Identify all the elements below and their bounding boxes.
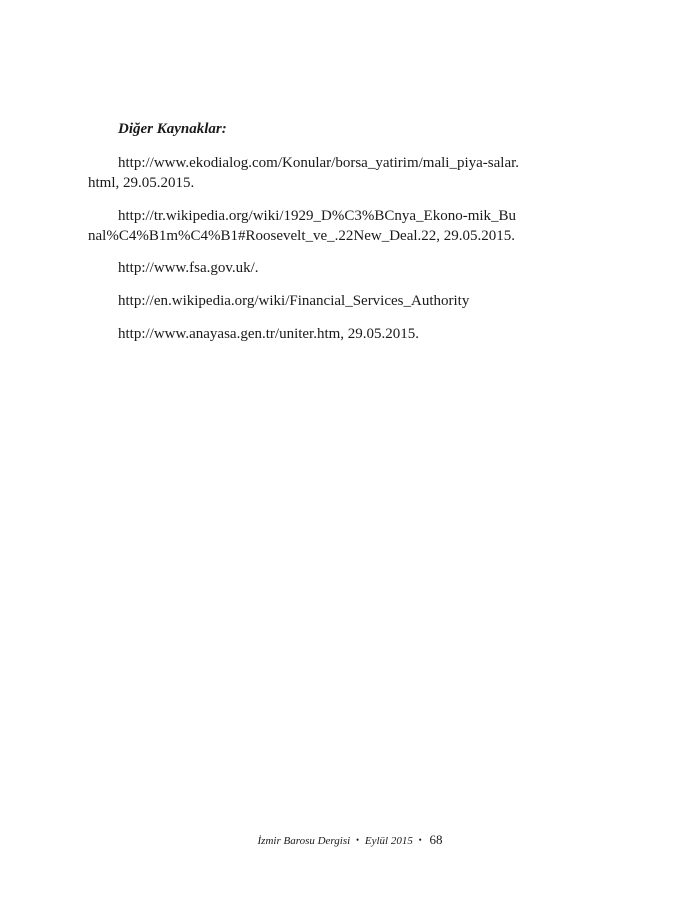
footer-date: Eylül 2015 xyxy=(364,835,413,847)
footer-separator: • xyxy=(355,835,360,845)
page-number: 68 xyxy=(429,832,443,847)
footer-journal-name: İzmir Barosu Dergisi xyxy=(257,835,351,847)
reference-item: http://www.anayasa.gen.tr/uniter.htm, 29.05.2015. xyxy=(118,326,420,342)
page-footer xyxy=(0,832,700,849)
references-section xyxy=(88,118,520,357)
reference-item: http://en.wikipedia.org/wiki/Financial_Services_Authority xyxy=(118,293,470,309)
footer-separator: • xyxy=(418,835,422,845)
section-heading: Diğer Kaynaklar: xyxy=(118,121,227,137)
reference-item: http://www.fsa.gov.uk/. xyxy=(118,260,259,276)
reference-item: http://www.ekodialog.com/Konular/borsa_yatirim/mali_piya-salar.html, 29.05.2015. xyxy=(88,155,520,191)
reference-item: http://tr.wikipedia.org/wiki/1929_D%C3%BCnya_Ekono-mik_Bunal%C4%B1m%C4%B1#Roosevelt_ve_.22New_Deal.22, 29.05.2015. xyxy=(88,208,517,244)
